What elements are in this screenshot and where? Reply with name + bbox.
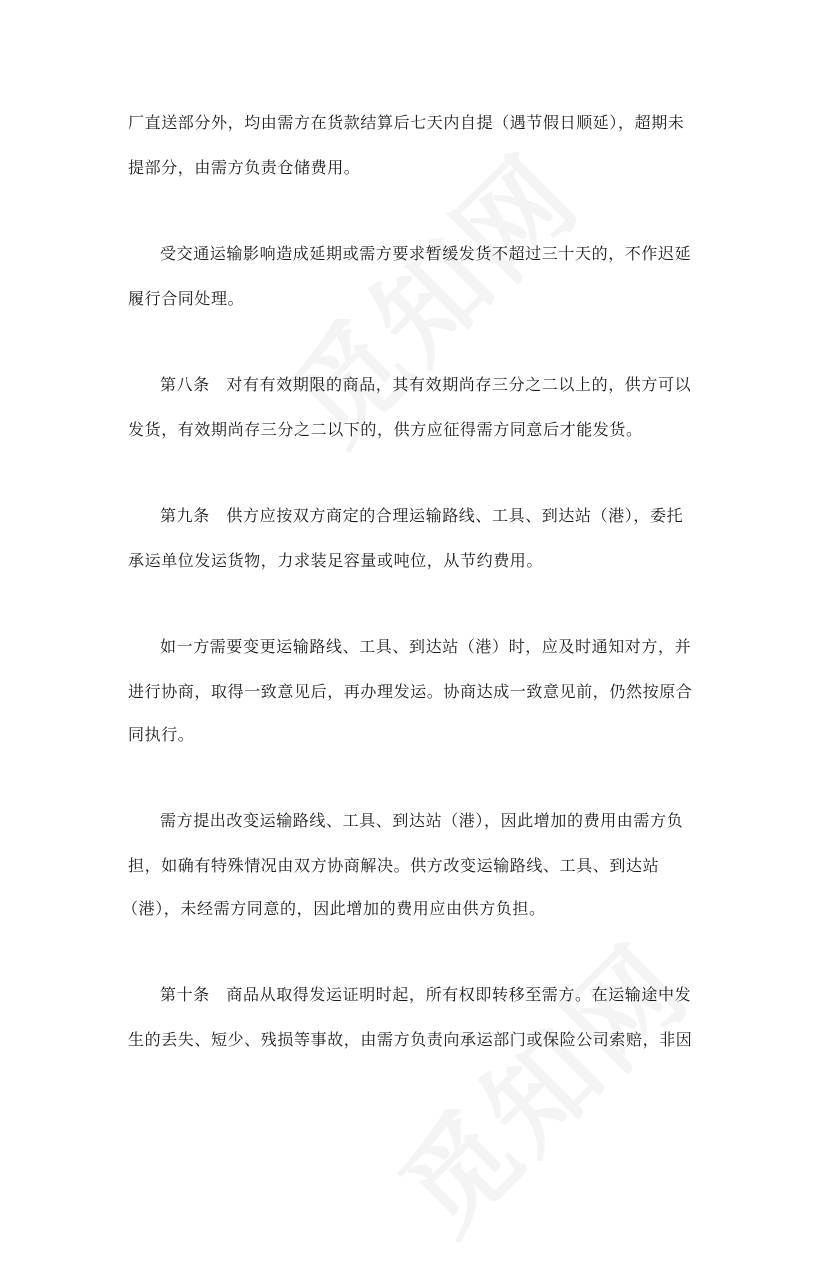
paragraph-line: 担，如确有特殊情况由双方协商解决。供方改变运输路线、工具、到达站 [128, 856, 660, 875]
paragraph-line: 承运单位发运货物，力求装足容量或吨位，从节约费用。 [128, 551, 544, 570]
paragraph-line: 发货，有效期尚存三分之二以下的，供方应征得需方同意后才能发货。 [128, 420, 643, 439]
paragraph-line: 履行合同处理。 [128, 289, 245, 308]
article-8-line: 第八条 对有有效期限的商品，其有效期尚存三分之二以上的，供方可以 [160, 375, 692, 394]
paragraph-line: 生的丢失、短少、残损等事故，由需方负责向承运部门或保险公司索赔，非因 [128, 1030, 693, 1049]
paragraph-line: 同执行。 [128, 725, 195, 744]
paragraph-line: 进行协商，取得一致意见后，再办理发运。协商达成一致意见前，仍然按原合 [128, 682, 693, 701]
article-9-line: 第九条 供方应按双方商定的合理运输路线、工具、到达站（港），委托 [160, 506, 684, 525]
paragraph-line: 厂直送部分外，均由需方在货款结算后七天内自提（遇节假日顺延），超期未 [128, 113, 685, 132]
paragraph-line: 提部分，由需方负责仓储费用。 [128, 158, 361, 177]
watermark [360, 904, 718, 1262]
paragraph-line: 受交通运输影响造成延期或需方要求暂缓发货不超过三十天的，不作迟延 [160, 244, 692, 263]
paragraph-line: 如一方需要变更运输路线、工具、到达站（港）时，应及时通知对方，并 [160, 637, 692, 656]
article-10-line: 第十条 商品从取得发运证明时起，所有权即转移至需方。在运输途中发 [160, 985, 692, 1004]
paragraph-line: 需方提出改变运输路线、工具、到达站（港），因此增加的费用由需方负 [160, 811, 684, 830]
paragraph-line: （港），未经需方同意的，因此增加的费用应由供方负担。 [122, 899, 546, 918]
